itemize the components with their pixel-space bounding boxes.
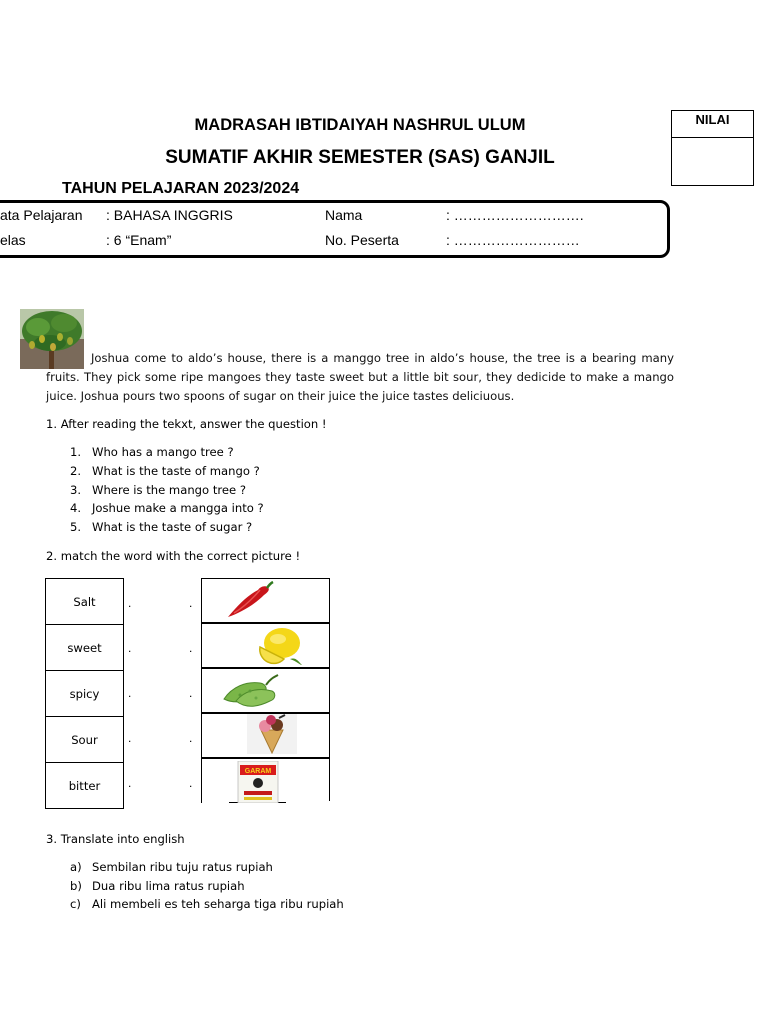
match-dot[interactable]: . bbox=[128, 596, 132, 610]
word-cell: Sour bbox=[46, 717, 124, 763]
question-1-title: 1. After reading the tekxt, answer the question ! bbox=[46, 417, 327, 431]
picture-cell bbox=[201, 758, 330, 803]
class-value: : 6 “Enam” bbox=[106, 232, 172, 248]
list-item-number: 3. bbox=[70, 483, 82, 497]
list-item-number: 4. bbox=[70, 501, 82, 515]
list-item-letter: c) bbox=[70, 897, 81, 911]
salt-pack-label: GARAM bbox=[244, 768, 272, 775]
match-dot[interactable]: . bbox=[128, 686, 132, 700]
match-dot[interactable]: . bbox=[189, 731, 193, 745]
list-item: Joshue make a mangga into ? bbox=[92, 501, 264, 515]
match-dot[interactable]: . bbox=[189, 686, 193, 700]
list-item: Ali membeli es teh seharga tiga ribu rupiah bbox=[92, 897, 344, 911]
list-item-number: 5. bbox=[70, 520, 82, 534]
name-field[interactable]: : ………………………. bbox=[446, 207, 584, 223]
word-cell: Salt bbox=[46, 579, 124, 625]
score-label: NILAI bbox=[672, 111, 753, 138]
match-dot[interactable]: . bbox=[128, 776, 132, 790]
match-dot[interactable]: . bbox=[189, 596, 193, 610]
list-item-letter: a) bbox=[70, 860, 82, 874]
list-item: What is the taste of mango ? bbox=[92, 464, 260, 478]
score-box bbox=[671, 110, 754, 186]
name-label: Nama bbox=[325, 207, 363, 223]
list-item-number: 2. bbox=[70, 464, 82, 478]
lemon-icon bbox=[254, 625, 304, 669]
class-label: elas bbox=[0, 232, 26, 248]
salt-pack-icon bbox=[230, 761, 286, 803]
list-item-letter: b) bbox=[70, 879, 82, 893]
match-dot[interactable]: . bbox=[128, 731, 132, 745]
word-cell: sweet bbox=[46, 625, 124, 671]
list-item: What is the taste of sugar ? bbox=[92, 520, 253, 534]
subject-value: : BAHASA INGGRIS bbox=[106, 207, 233, 223]
exam-title: SUMATIF AKHIR SEMESTER (SAS) GANJIL bbox=[165, 147, 555, 168]
picture-cell bbox=[201, 668, 330, 713]
picture-cell bbox=[201, 578, 330, 623]
list-item-number: 1. bbox=[70, 445, 82, 459]
word-table bbox=[45, 578, 124, 809]
match-dot[interactable]: . bbox=[189, 641, 193, 655]
picture-cell bbox=[201, 713, 330, 758]
list-item: Where is the mango tree ? bbox=[92, 483, 246, 497]
question-2-title: 2. match the word with the correct picture ! bbox=[46, 549, 301, 563]
school-name: MADRASAH IBTIDAIYAH NASHRUL ULUM bbox=[194, 116, 526, 134]
list-item: Sembilan ribu tuju ratus rupiah bbox=[92, 860, 273, 874]
peserta-label: No. Peserta bbox=[325, 232, 399, 248]
question-3-list bbox=[70, 860, 390, 920]
match-dot[interactable]: . bbox=[128, 641, 132, 655]
peserta-field[interactable]: : ……………………… bbox=[446, 232, 580, 248]
match-dot[interactable]: . bbox=[189, 776, 193, 790]
picture-cell bbox=[201, 623, 330, 668]
chili-icon bbox=[224, 581, 274, 621]
reading-paragraph: Joshua come to aldo’s house, there is a manggo tree in aldo’s house, the tree is a bearing many fruits. They pick some ripe mangoes they taste sweet but a little bit sour, they dedicide to make a mango juice. Joshua pours two spoons of sugar on their juice the juice tastes deliciuous. bbox=[46, 351, 674, 403]
question-3-title: 3. Translate into english bbox=[46, 832, 185, 846]
ice-cream-icon bbox=[247, 714, 297, 754]
word-cell: spicy bbox=[46, 671, 124, 717]
list-item: Who has a mango tree ? bbox=[92, 445, 234, 459]
academic-year: TAHUN PELAJARAN 2023/2024 bbox=[62, 180, 300, 197]
bitter-gourd-icon bbox=[220, 671, 280, 711]
question-1-list bbox=[70, 445, 370, 545]
subject-label: ata Pelajaran bbox=[0, 207, 83, 223]
list-item: Dua ribu lima ratus rupiah bbox=[92, 879, 245, 893]
word-cell: bitter bbox=[46, 763, 124, 809]
